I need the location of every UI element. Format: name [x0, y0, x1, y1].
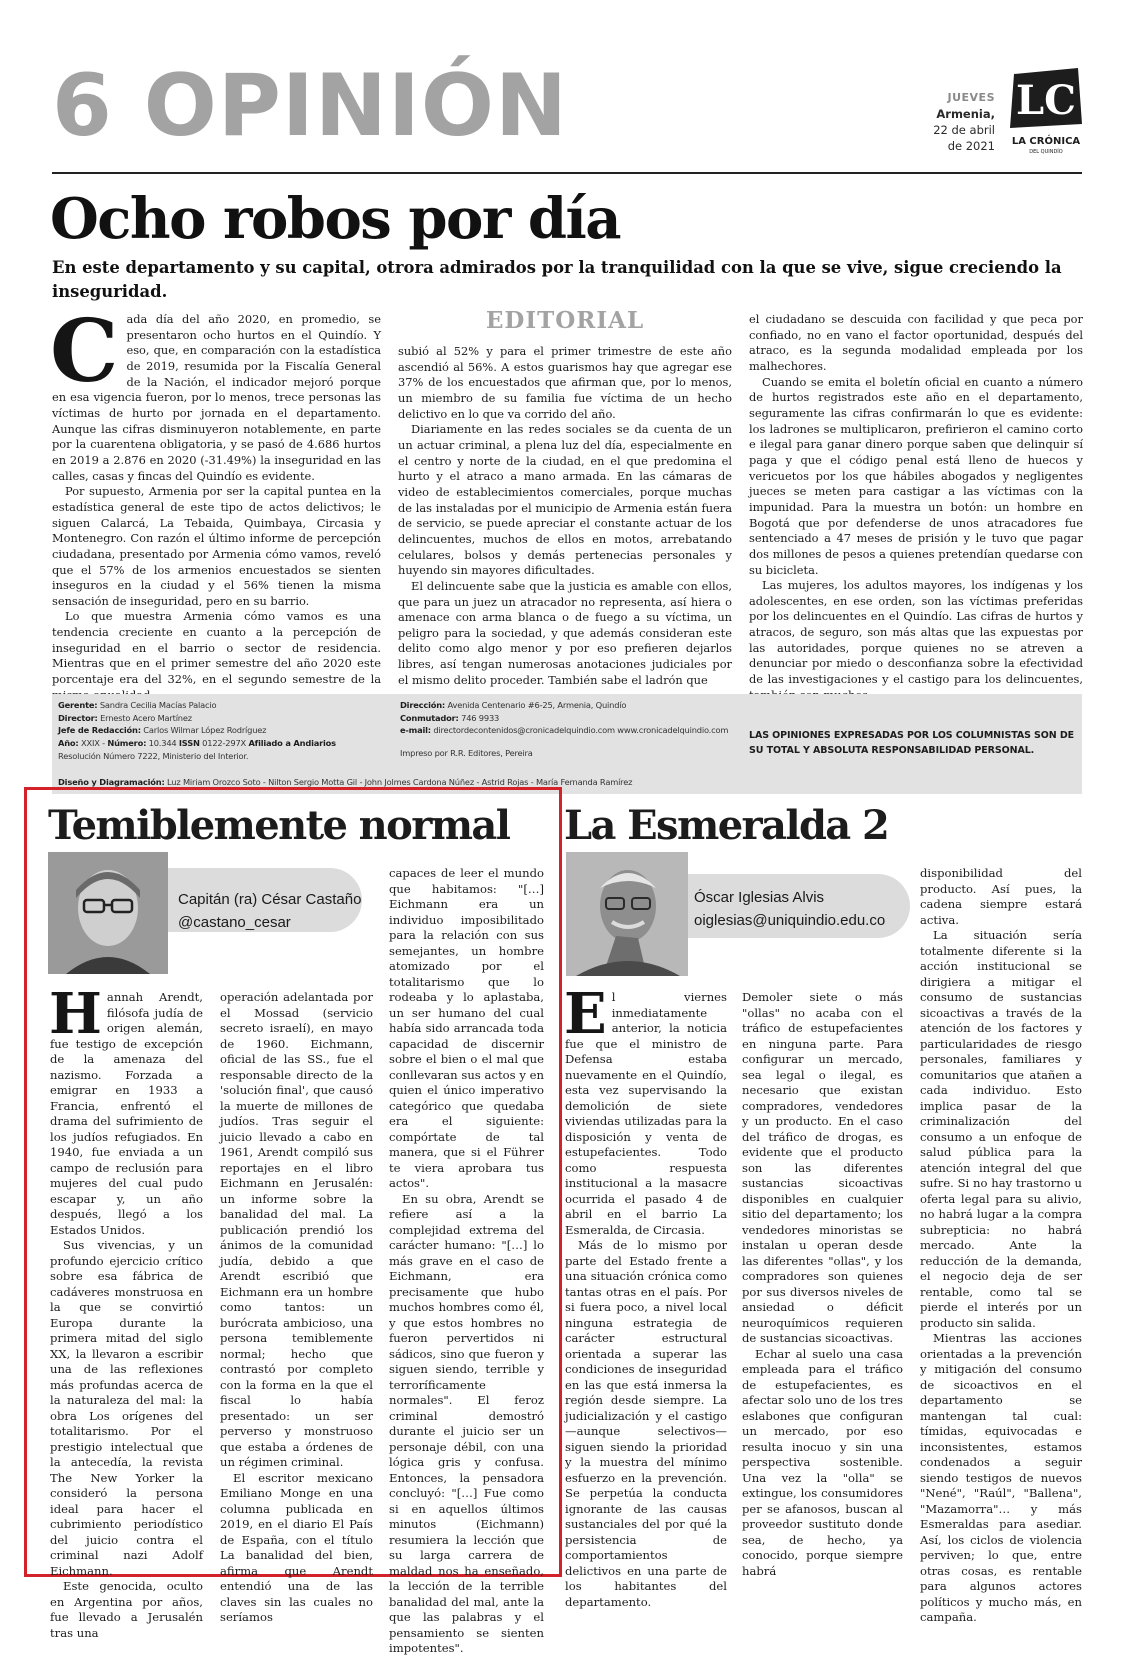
paragraph: El escritor mexicano Emiliano Monge en una columna publicada en 2019, en el diario El País de España, con el título La banalidad del bien, afirma que Arendt entendió una de las claves sin las cuales no seríamos [220, 1470, 373, 1624]
author-handle: @castano_cesar [178, 914, 291, 931]
logo-name: LA CRÓNICA [1011, 136, 1081, 147]
author-email: oiglesias@uniquindio.edu.co [694, 912, 886, 929]
editorial-label: EDITORIAL [485, 307, 645, 334]
jefe-redaccion: Carlos Wilmar López Rodríguez [143, 725, 267, 736]
director: Ernesto Acero Martínez [100, 712, 192, 723]
author-name: Óscar Iglesias Alvis [694, 889, 825, 906]
logo-mark [1008, 68, 1084, 156]
staff-credits: Gerente: Sandra Cecilia Macías Palacio Director: Ernesto Acero Martínez Jefe de Redacción: Carlos Wilmar López Rodríguez Año: XXIX - Número: 10.344 ISSN 0122-297X Afiliado a Andiarios Resolución Número 7222, Ministerio del Interior. Diseño y Diagramación: Luz Miriam Orozco Soto - Nilton Sergio Motta Gil - John Jolmes Cardona Núñez - Astrid Rojas - María Fernanda Ramírez [58, 700, 633, 787]
paragraph: Más de lo mismo por parte del Estado frente a una situación crónica como tantas otras en el país. Por si fuera poco, a nivel local ninguna estrategia de carácter estructural orientada a superar las condiciones de inseguridad en las que está inmersa la región desde siempre. La judicialización y el castigo —aunque selectivos— siguen siendo la prioridad y la muestra del mínimo esfuerzo en la prevención. Se perpetúa la conducta ignorante de las causas sustanciales del por qué la persistencia de comportamientos delictivos en una parte de los habitantes del departamento. [565, 1238, 727, 1609]
right-column-text-2 [742, 990, 903, 1578]
date-city: Armenia, [936, 107, 995, 121]
paragraph: operación adelantada por el Mossad (servicio secreto israelí), en mayo de 1960. Eichmann, oficial de las SS., fue el responsable directo de la 'solución final', que causó la muerte de millones de judíos. Tras seguir el juicio llevado a cabo en 1961, Arendt compiló sus reportajes en el libro Eichmann en Jerusalén: un informe sobre la banalidad del mal. La publicación prendió los ánimos de la comunidad judía, debido a que Arendt escribió que Eichmann era un hombre como tantos: un burócrata ambicioso, una persona temiblemente normal; hecho que contrastó por completo con la forma en la que el fiscal lo había presentado: un ser perverso y monstruoso que estaba a órdenes de un régimen criminal. [220, 990, 373, 1469]
paragraph: annah Arendt, filósofa judía de origen alemán, fue testigo de excepción de la amenaza del nazismo. Forzada a emigrar en 1933 a Francia, enfrentó el drama del sufrimiento de los judíos refugiados. En 1940, fue enviada a un campo de reclusión para mujeres del cual pudo escapar y, un año después, llegó a los Estados Unidos. [50, 990, 203, 1237]
paragraph: Echar al suelo una casa empleada para el tráfico de estupefacientes, es afectar solo uno de los tres eslabones que configuran un mercado, por eso resulta inocuo y sin una perspectiva sostenible. Una vez la "olla" se extingue, los consumidores per se afanosos, buscan al proveedor sustituto donde sea, de hecho, ya conocido, porque siempre habrá [742, 1346, 903, 1578]
impreso: Impreso por R.R. Editores, Pereira [400, 748, 533, 759]
date-year: de 2021 [947, 139, 995, 153]
paragraph: el ciudadano se descuida con facilidad y que peca por confiado, no en vano el factor oportunidad, después del atraco, es la segunda modalidad empleada por los malhechores. [749, 312, 1083, 373]
resolucion: Resolución Número 7222, Ministerio del Interior. [58, 750, 249, 761]
column-title-right: La Esmeralda 2 [564, 802, 889, 849]
paragraph: disponibilidad del producto. Así pues, la cadena siempre estará activa. [920, 866, 1082, 927]
editorial-headline: Ocho robos por día [50, 186, 621, 252]
editorial-deck: En este departamento y su capital, otrora admirados por la tranquilidad con la que se vive, sigue creciendo la inseguridad. [52, 258, 1062, 301]
paragraph: Las mujeres, los adultos mayores, los indígenas y los adolescentes, en ese orden, son las víctimas preferidas por los delincuentes en el Quindío. Las cifras de hurtos y atracos, de seguro, son más altas que las expuestas por las autoridades, porque quienes no se atreven a denunciar por miedo o desconfianza sobre la efectividad de las investigaciones y el castigo para los delincuentes, [749, 578, 1083, 687]
author-avatar [48, 852, 168, 974]
newspaper-logo [1008, 68, 1084, 156]
paragraph: ada día del año 2020, en promedio, se presentaron ocho hurtos en el Quindío. Y eso, que, en comparación con la estadística de 2019, resumida por la Fiscalía General de la Nación, el indicador mejoró porque en esa vigencia fueron, por lo menos, trece personas las víctimas de hurto por jornada en el departamento. Aunque las cifras disminuyeron notablemente, en parte por la cuarentena obligatoria, y se pasó de 4.686 hurtos en 2019 a 2.876 en 2020 (-31.49%) la inseguridad en las calles, casas y fincas del Quindío es evidente. [52, 312, 381, 483]
author-name: Capitán (ra) César Castaño [178, 891, 362, 908]
paragraph: Diariamente en las redes sociales se da cuenta de un un actuar criminal, a plena luz del día, especialmente en el centro y norte de la ciudad, en el que predomina el hurto y el atraco a mano armada. En las cámaras de video de establecimientos comerciales, porque muchas de las instaladas por el municipio de Armenia están fuera de servicio, se puede apreciar el constante actuar de los delincuentes, muchos de ellos en motos, arrebatando celulares, bolsos y demás pertenecias personales y huyendo sin mayores dificultades. [398, 422, 732, 578]
paragraph: capaces de leer el mundo que habitamos: "[…] Eichmann era un individuo imposibilitado para la relación con sus semejantes, un hombre atomizado por el totalitarismo que lo rodeaba y lo aplastaba, un ser humano del cual había sido arrancada toda capacidad de discernir sobre el bien o el mal que conllevaran sus actos y en quien el único imperativo categórico que quedaba era el siguiente: compórtate de tal manera, que si el Führer te viera aprobara tus actos". [389, 866, 544, 1190]
paragraph: En su obra, Arendt se refiere así a la complejidad extrema del carácter humano: "[…] lo más grave en el caso de Eichmann, era precisamente que hubo muchos hombres como él, y que estos hombres no fueron pervertidos ni sádicos, sino que fueron y siguen siendo, terrible y terroríficamente normales". El feroz criminal demostró durante el juicio ser un personaje débil, con una lógica gris y confusa. Entonces, la pensadora concluyó: "[…] Fue como si en aquellos últimos minutos (Eichmann) resumiera la lección que su larga carrera de maldad nos ha enseñado, la lección de la terrible banalidad del mal, ante la que las palabras y el pensamiento se sienten impotentes". [389, 1191, 544, 1655]
email-web: directordecontenidos@cronicadelquindio.com www.cronicadelquindio.com [433, 725, 729, 736]
conmutador: 746 9933 [461, 712, 500, 723]
afiliado: Afiliado a Andiarios [248, 738, 336, 749]
paragraph: Por supuesto, Armenia por ser la capital puntea en la estadística general de este tipo de actos delictivos; le siguen Calarcá, La Tebaida, Quimbaya, Circasia y Montenegro. Con razón el último informe de percepción ciudadana, presentado por Armenia cómo vamos, reveló que el 57% de los armenios encuestados se sienten inseguros en la ciudad y el 56% tienen la misma sensación de inseguridad, pero en su barrio. [52, 484, 381, 608]
left-column-text-2 [220, 990, 373, 1624]
paragraph: Lo que muestra Armenia cómo vamos es una tendencia creciente en cuanto a la percepción de inseguridad en el barrio o sector de residencia. Mientras que en el primer semestre del año 2020 este porcentaje era del 32%, en el segundo semestre de la [52, 609, 381, 687]
paragraph: El delincuente sabe que la justicia es amable con ellos, que para un juez un atracador no representa, así hiera o amenace con arma blanca o de fuego a su víctima, un peligro para la sociedad, y que además consideran este delito como algo menor y por eso prefieren dejarlos libres, así tengan numerosas anotaciones judiciales por el mismo delito proceder. También sabe el ladrón que [398, 578, 732, 687]
left-column-text-1 [49, 981, 203, 1640]
author-info-right [694, 886, 885, 932]
issue-date [900, 90, 995, 154]
date-day-month: 22 de abril [933, 123, 995, 137]
paragraph: subió al 52% y para el primer trimestre de este año ascendió al 56%. A estos guarismos hay que agregar ese 37% de los encuestados que afirman que, por lo menos, un miembro de su familia fue víctima de un hecho delictivo en lo que va corrido del año. [398, 344, 732, 421]
drop-cap: E [564, 981, 607, 1047]
logo-subname: DEL QUINDÍO [1029, 149, 1063, 155]
editorial-column-1 [50, 301, 381, 687]
logo-letters: LC [1016, 77, 1076, 124]
paragraph: Sus vivencias, y un profundo ejercicio crítico sobre esa fábrica de cadáveres monstruosa en la que se convirtió Europa durante la primera mitad del siglo XX, la llevaron a escribir una de las reflexiones más profundas acerca de la naturaleza del mal: la obra Los orígenes del totalitarismo. Por el prestigio intelectual que la antecedía, la revista The New Yorker la consideró la persona ideal para hacer el cubrimiento periodístico del juicio contra el criminal nazi Adolf Eichmann. [50, 1238, 203, 1578]
drop-cap: H [49, 981, 102, 1047]
paragraph: La situación sería totalmente diferente si la acción institucional se dirigiera a mitigar el consumo de sustancias sicoactivas a través de la atención de los factores y particularidades de riesgo personales, familiares y comunitarios que atañen a cada individuo. Esto implica pasar de la criminalización del consumo a un enfoque de salud pública para la atención integral del que sufre. Si no hay trastorno u oferta legal para su alivio, no habrá lugar a la compra subrepticia: no habrá mercado. Ante la reducción de la demanda, el negocio deja de ser rentable, como tal se pierde el interés por un producto sin salida. [920, 928, 1082, 1330]
editorial-column-2 [398, 344, 732, 686]
right-column-text-3 [920, 866, 1082, 1624]
paragraph: l viernes inmediatamente anterior, la noticia fue que el ministro de Defensa estaba nuevamente en el Quindío, esta vez supervisando la demolición de siete viviendas utilizadas para la disposición y venta de estupefacientes. Todo como respuesta institucional a la masacre ocurrida el pasado 4 de abril en el barrio La Esmeralda, de Circasia. [565, 990, 727, 1237]
diseno: Luz Miriam Orozco Soto - Nilton Sergio Motta Gil - John Jolmes Cardona Núñez - Astrid Rojas - María Fernanda Ramírez [167, 776, 633, 787]
section-title: 6 OPINIÓN [52, 56, 568, 156]
editorial-column-3 [749, 312, 1083, 686]
gerente: Sandra Cecilia Macías Palacio [99, 700, 217, 710]
paragraph: Mientras las acciones orientadas a la prevención y mitigación del consumo de sicoactivos en el departamento se mantengan tal cual: tímidas, equivocadas e inconsistentes, estamos condenados a seguir siendo testigos de nuevos "Nené", "Raúl", "Ballena", "Mazamorra"… y más Esmeraldas para asediar. Así, los ciclos de violencia perviven; lo que, entre otras cosas, es rentable para algunos actores políticos y mucho más, en campaña. [920, 1331, 1082, 1624]
left-column-text-3 [389, 866, 544, 1655]
paragraph: Este genocida, oculto en Argentina por años, fue llevado a Jerusalén tras una [50, 1579, 203, 1640]
credits-box [52, 694, 1082, 794]
contact-credits: Dirección: Avenida Centenario #6-25, Armenia, Quindío Conmutador: 746 9933 e-mail: directordecontenidos@cronicadelquindio.com www.cronicadelquindio.com Impreso por R.R. Editores, Pereira [400, 699, 740, 760]
paragraph: Demoler siete o más "ollas" no acaba con el tráfico de estupefacientes en ninguna parte. Para configurar un mercado, sea legal o ilegal, es necesario que existan compradores, vendedores y un producto. En el caso del tráfico de drogas, es evidente que el producto son las diferentes sustancias sicoactivas disponibles en cualquier sitio del departamento; los vendedores minoristas se instalan u operan desde las diferentes "ollas", y los compradores son quienes por sus diversos niveles de ansiedad o déficit neuroquímicos requieren de sustancias sicoactivas. [742, 990, 903, 1345]
right-column-text-1 [564, 981, 727, 1609]
paragraph: Cuando se emita el boletín oficial en cuanto a número de hurtos registrados este año en el departamento, seguramente las cifras confirmarán lo que es evidente: los ladrones se multiplicaron, prefirieron el camino corto e ilegal para ganar dinero porque saben que delinquir sí paga y que el código penal está lleno de huecos y vericuetos por los que hábiles abogados y negligentes jueces se meten para castigar a las víctimas con la impunidad. Para la muestra un botón: un hombre en Bogotá que por defenderse de unos atracadores fue sentenciado a 47 meses de prisión y le tuvo que pagar dos millones de pesos a quienes pretendían quedarse con su bicicleta. [749, 374, 1083, 577]
masthead-divider [52, 172, 1082, 174]
column-title-left: Temiblemente normal [48, 802, 510, 849]
author-info-left [178, 888, 361, 934]
date-weekday: JUEVES [947, 91, 995, 104]
drop-cap: C [50, 301, 119, 402]
direccion: Avenida Centenario #6-25, Armenia, Quindío [447, 700, 627, 710]
disclaimer: LAS OPINIONES EXPRESADAS POR LOS COLUMNISTAS SON DE SU TOTAL Y ABSOLUTA RESPONSABILIDAD PERSONAL. [749, 730, 1074, 756]
author-avatar [566, 852, 688, 976]
